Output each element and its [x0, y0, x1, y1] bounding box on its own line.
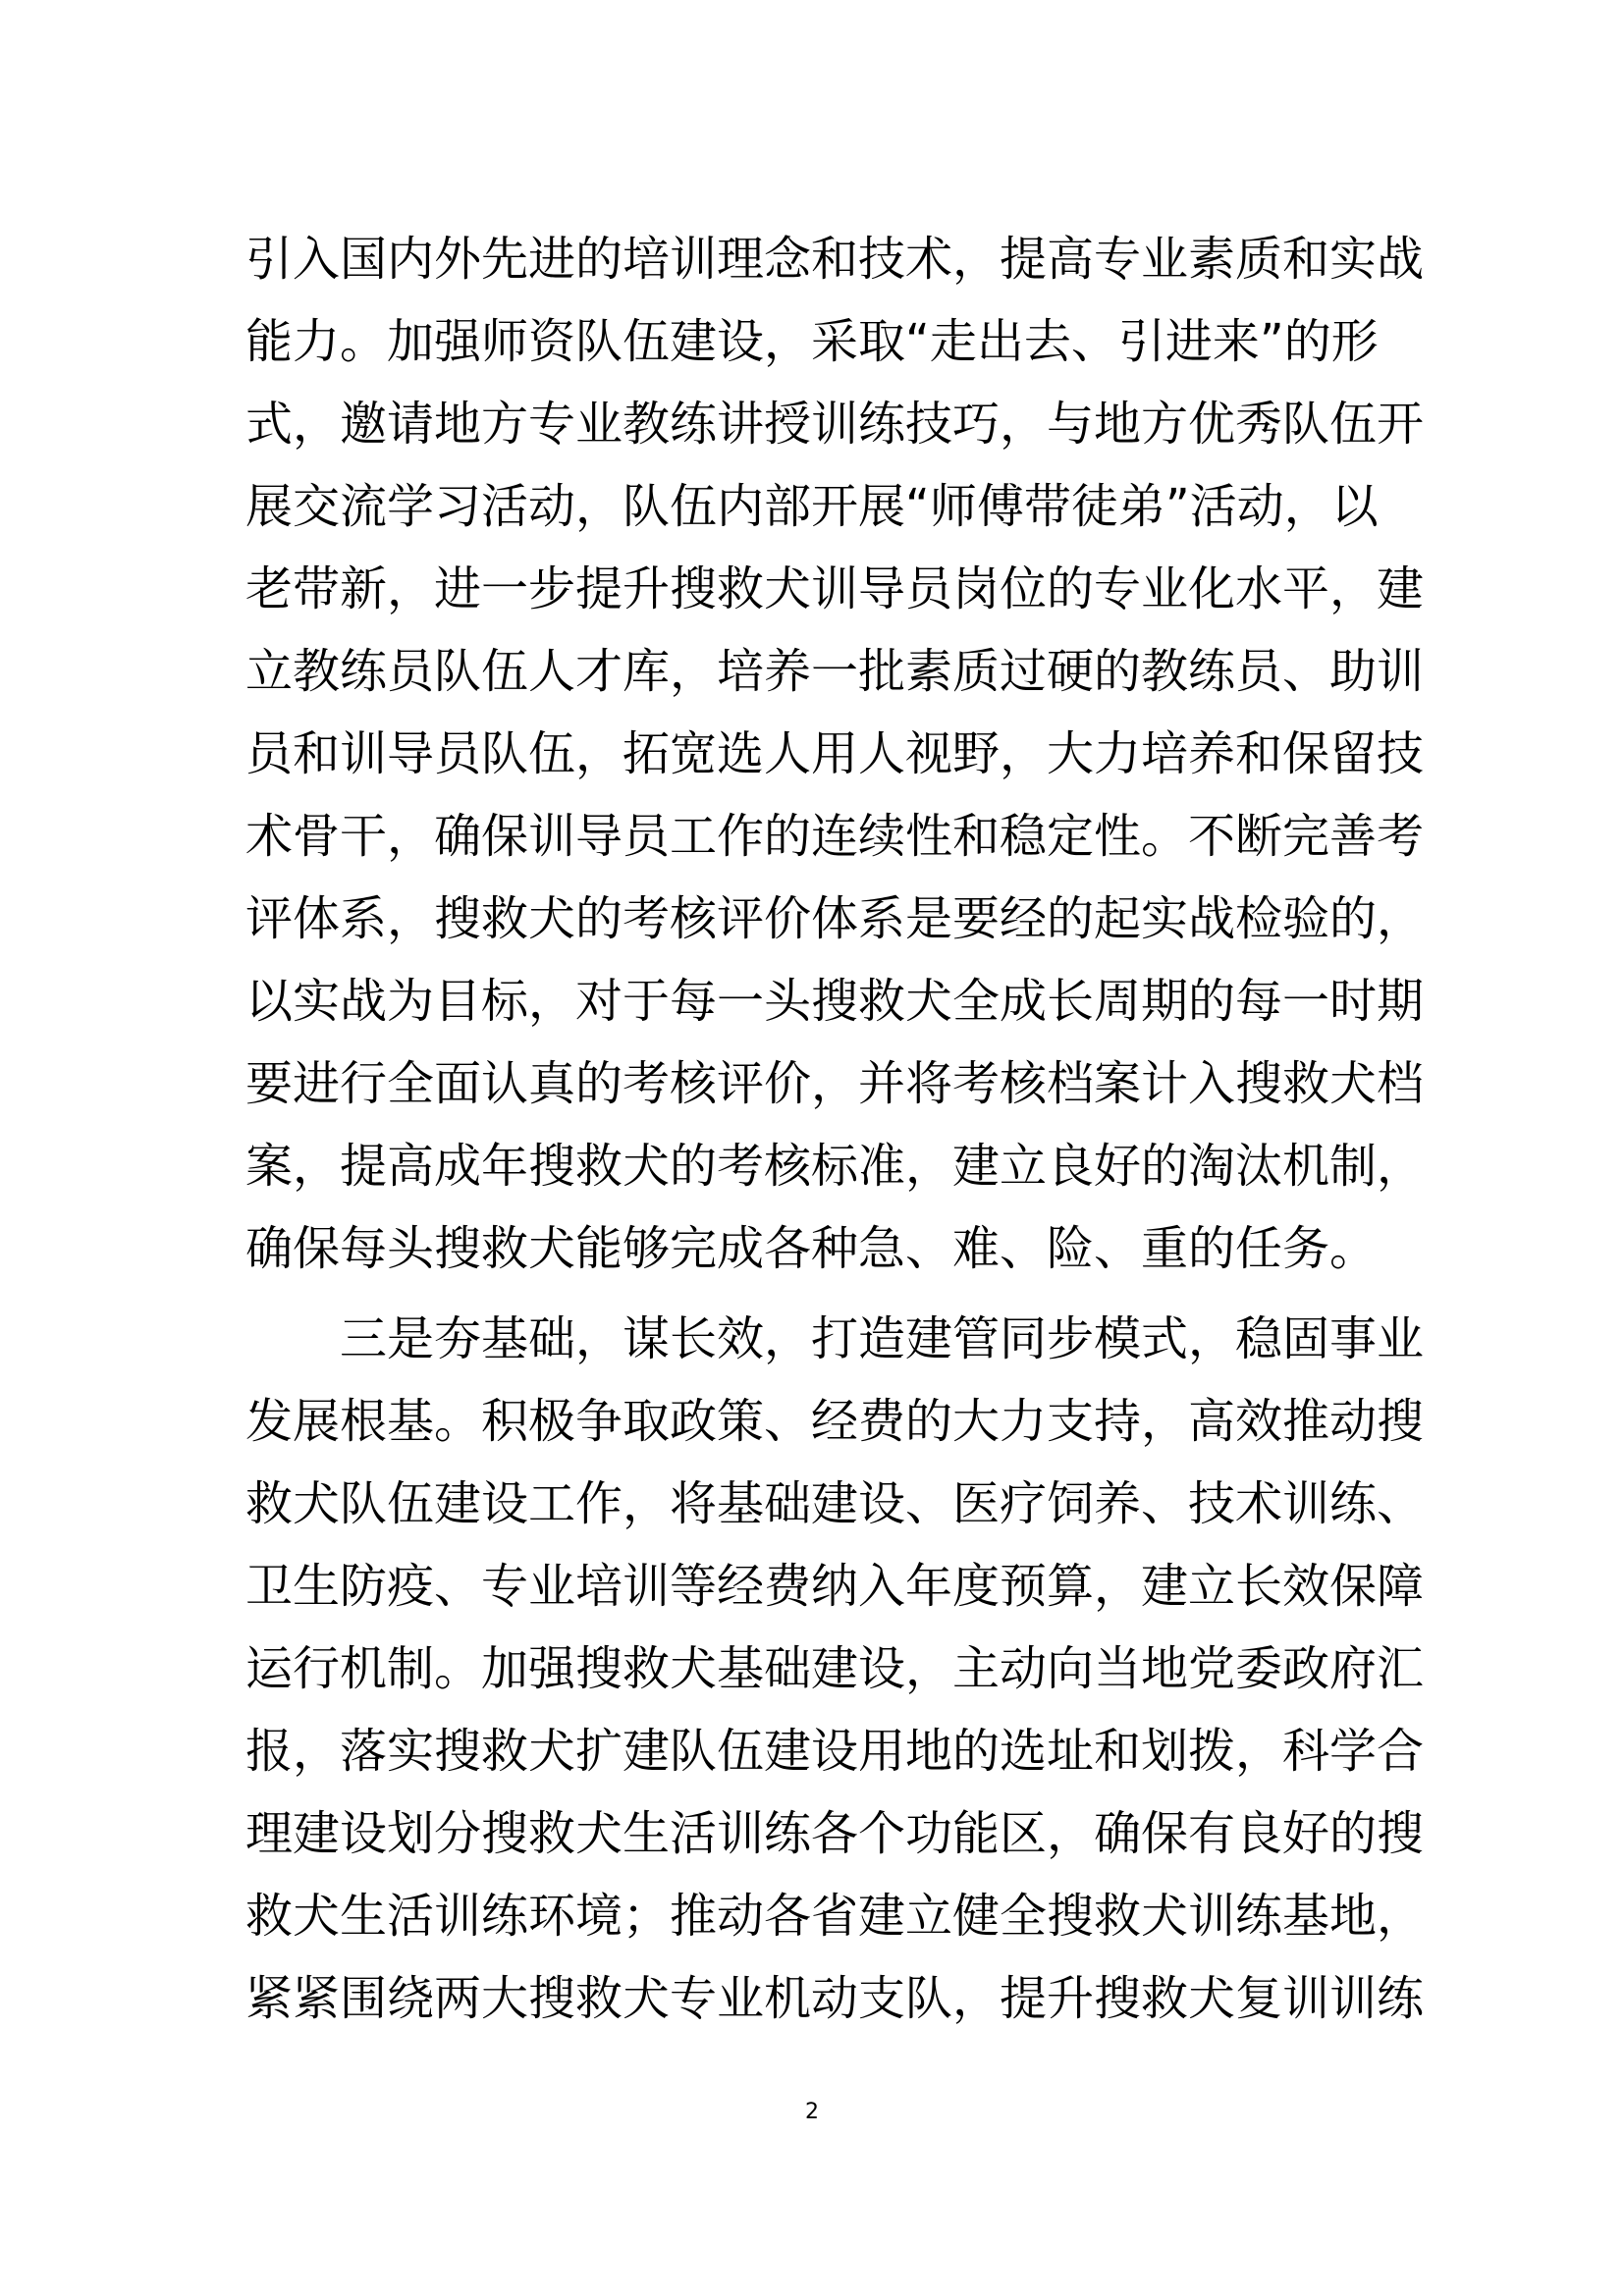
text-line: 立教练员队伍人才库，培养一批素质过硬的教练员、助训 [245, 644, 1425, 699]
text-line: 救犬生活训练环境；推动各省建立健全搜救犬训练基地， [245, 1889, 1425, 1944]
text-line: 老带新，进一步提升搜救犬训导员岗位的专业化水平，建 [245, 561, 1425, 616]
text-line: 要进行全面认真的考核评价，并将考核档案计入搜救犬档 [245, 1056, 1425, 1111]
text-line: 术骨干，确保训导员工作的连续性和稳定性。不断完善考 [245, 809, 1425, 864]
paragraph-2 [245, 1298, 1425, 2040]
text-line: 紧紧围绕两大搜救犬专业机动支队，提升搜救犬复训训练 [245, 1971, 1425, 2026]
text-line: 确保每头搜救犬能够完成各种急、难、险、重的任务。 [245, 1221, 1378, 1276]
text-line: 报，落实搜救犬扩建队伍建设用地的选址和划拨，科学合 [245, 1724, 1425, 1779]
body-text [245, 218, 1425, 2040]
text-line: 评体系，搜救犬的考核评价体系是要经的起实战检验的， [245, 891, 1425, 946]
text-line: 以实战为目标，对于每一头搜救犬全成长周期的每一时期 [245, 974, 1425, 1029]
page-number: 2 [805, 2100, 819, 2124]
text-line: 能力。加强师资队伍建设，采取“走出去、引进来”的形 [245, 314, 1379, 369]
text-line: 运行机制。加强搜救犬基础建设，主动向当地党委政府汇 [245, 1641, 1425, 1696]
text-line: 救犬队伍建设工作，将基础建设、医疗饲养、技术训练、 [245, 1476, 1425, 1531]
paragraph-1 [245, 218, 1425, 1290]
text-line: 员和训导员队伍，拓宽选人用人视野，大力培养和保留技 [245, 726, 1425, 781]
text-line: 三是夯基础，谋长效，打造建管同步模式，稳固事业 [340, 1311, 1425, 1366]
text-line: 案，提高成年搜救犬的考核标准，建立良好的淘汰机制， [245, 1139, 1425, 1194]
text-line: 发展根基。积极争取政策、经费的大力支持，高效推动搜 [245, 1394, 1425, 1449]
text-line: 引入国内外先进的培训理念和技术，提高专业素质和实战 [245, 232, 1425, 287]
text-line: 式，邀请地方专业教练讲授训练技巧，与地方优秀队伍开 [245, 397, 1425, 452]
text-line: 卫生防疫、专业培训等经费纳入年度预算，建立长效保障 [245, 1559, 1425, 1614]
text-line: 展交流学习活动，队伍内部开展“师傅带徒弟”活动，以 [245, 479, 1379, 534]
text-line: 理建设划分搜救犬生活训练各个功能区，确保有良好的搜 [245, 1806, 1425, 1861]
